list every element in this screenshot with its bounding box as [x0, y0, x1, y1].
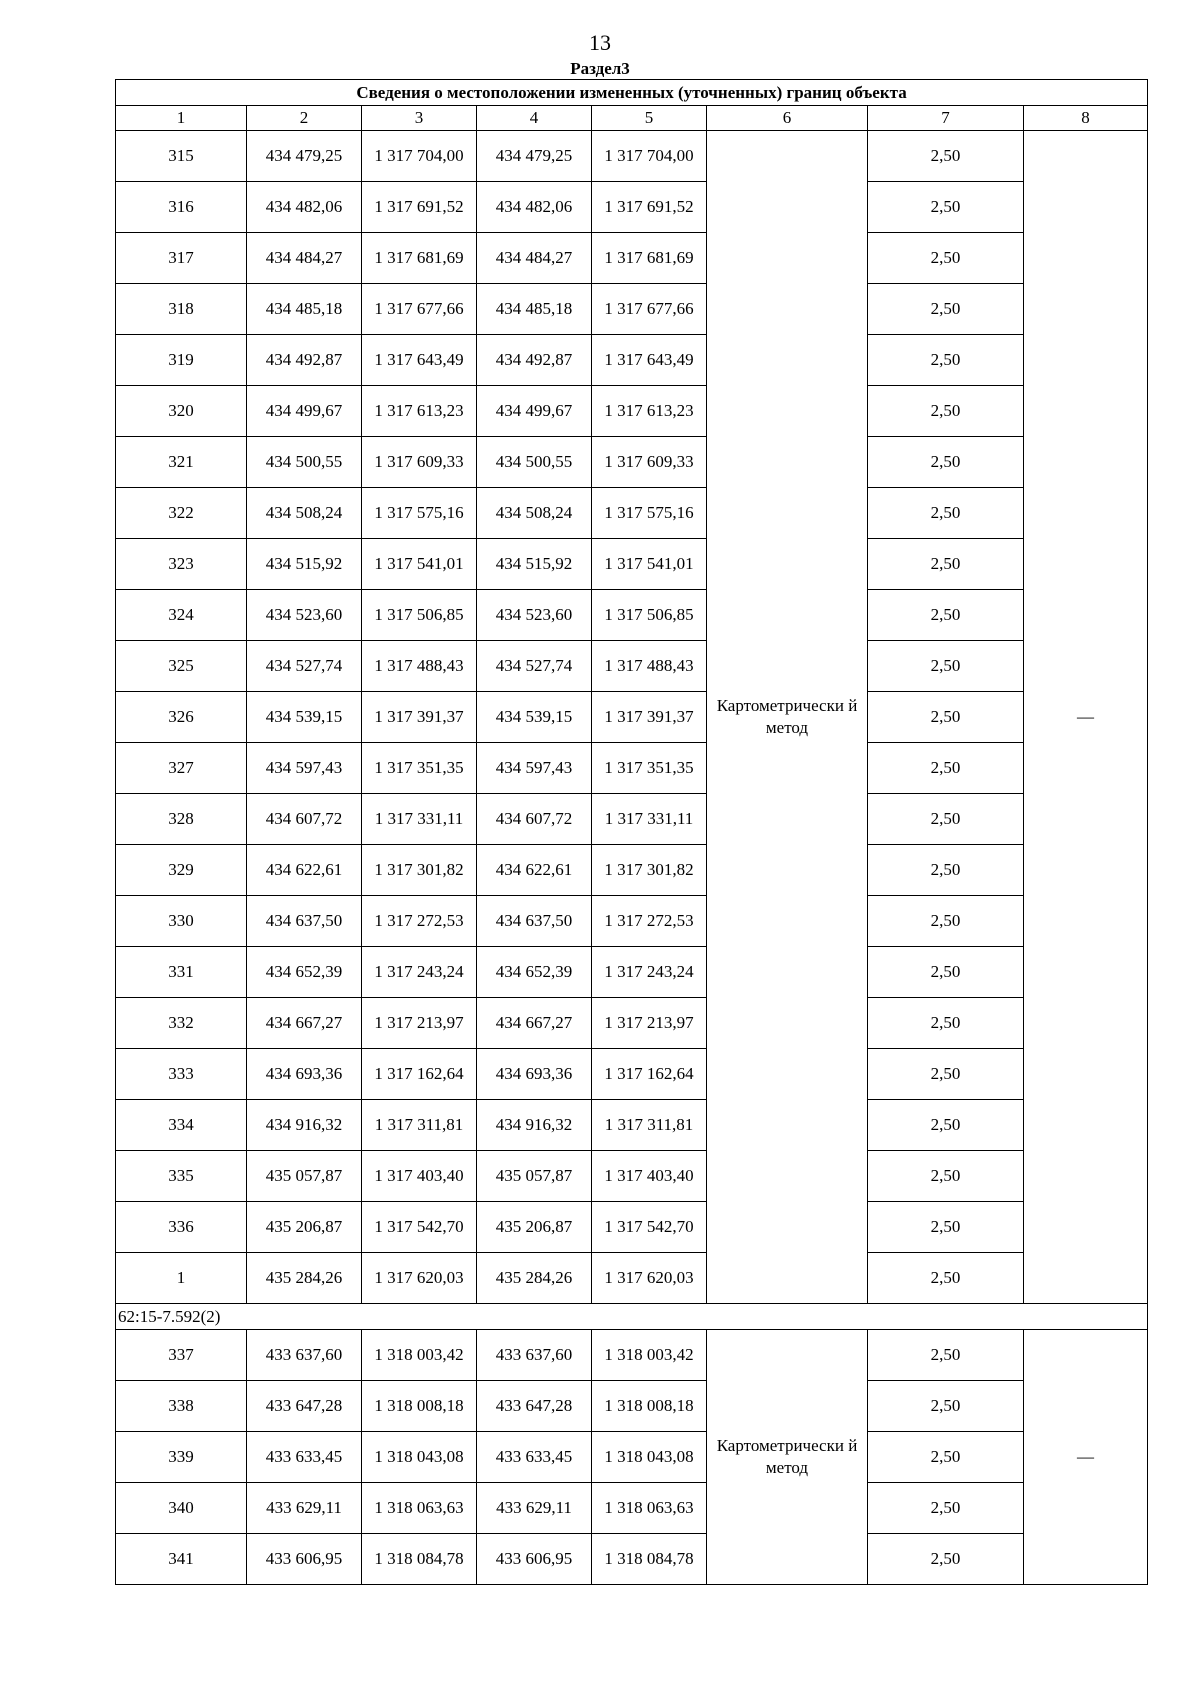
x-old-cell: 434 539,15 — [247, 692, 362, 743]
table-row — [116, 335, 1148, 386]
table-row — [116, 1483, 1148, 1534]
method-cell: Картометрически й метод — [707, 1330, 868, 1585]
point-number-cell: 321 — [116, 437, 247, 488]
accuracy-cell: 2,50 — [868, 437, 1024, 488]
point-number-cell: 334 — [116, 1100, 247, 1151]
x-old-cell: 435 057,87 — [247, 1151, 362, 1202]
point-number-cell: 336 — [116, 1202, 247, 1253]
table-row — [116, 539, 1148, 590]
accuracy-cell: 2,50 — [868, 1483, 1024, 1534]
x-old-cell: 433 647,28 — [247, 1381, 362, 1432]
column-header: 5 — [592, 106, 707, 131]
accuracy-cell: 2,50 — [868, 947, 1024, 998]
accuracy-cell: 2,50 — [868, 1534, 1024, 1585]
x-new-cell: 434 667,27 — [477, 998, 592, 1049]
x-old-cell: 434 508,24 — [247, 488, 362, 539]
x-new-cell: 435 284,26 — [477, 1253, 592, 1304]
accuracy-cell: 2,50 — [868, 488, 1024, 539]
point-number-cell: 319 — [116, 335, 247, 386]
point-number-cell: 320 — [116, 386, 247, 437]
table-row — [116, 947, 1148, 998]
table-row — [116, 1151, 1148, 1202]
y-old-cell: 1 317 542,70 — [362, 1202, 477, 1253]
point-number-cell: 340 — [116, 1483, 247, 1534]
table-row — [116, 182, 1148, 233]
table-row — [116, 1381, 1148, 1432]
x-old-cell: 434 527,74 — [247, 641, 362, 692]
accuracy-cell: 2,50 — [868, 743, 1024, 794]
y-old-cell: 1 318 063,63 — [362, 1483, 477, 1534]
accuracy-cell: 2,50 — [868, 794, 1024, 845]
point-number-cell: 339 — [116, 1432, 247, 1483]
y-old-cell: 1 318 003,42 — [362, 1330, 477, 1381]
x-new-cell: 434 622,61 — [477, 845, 592, 896]
table-row — [116, 284, 1148, 335]
table-row — [116, 1534, 1148, 1585]
y-old-cell: 1 317 272,53 — [362, 896, 477, 947]
y-new-cell: 1 317 643,49 — [592, 335, 707, 386]
column-header-row — [116, 106, 1148, 131]
y-new-cell: 1 317 243,24 — [592, 947, 707, 998]
group-label-row — [116, 1304, 1148, 1330]
x-new-cell: 434 652,39 — [477, 947, 592, 998]
y-old-cell: 1 317 677,66 — [362, 284, 477, 335]
x-new-cell: 433 633,45 — [477, 1432, 592, 1483]
table-row — [116, 386, 1148, 437]
y-old-cell: 1 317 331,11 — [362, 794, 477, 845]
y-old-cell: 1 317 351,35 — [362, 743, 477, 794]
accuracy-cell: 2,50 — [868, 692, 1024, 743]
y-old-cell: 1 317 301,82 — [362, 845, 477, 896]
accuracy-cell: 2,50 — [868, 1202, 1024, 1253]
point-number-cell: 330 — [116, 896, 247, 947]
x-old-cell: 434 479,25 — [247, 131, 362, 182]
y-old-cell: 1 317 162,64 — [362, 1049, 477, 1100]
x-new-cell: 434 482,06 — [477, 182, 592, 233]
column-header: 6 — [707, 106, 868, 131]
accuracy-cell: 2,50 — [868, 1049, 1024, 1100]
y-old-cell: 1 318 008,18 — [362, 1381, 477, 1432]
point-number-cell: 322 — [116, 488, 247, 539]
column-header: 4 — [477, 106, 592, 131]
x-old-cell: 433 606,95 — [247, 1534, 362, 1585]
point-number-cell: 327 — [116, 743, 247, 794]
table-row — [116, 1202, 1148, 1253]
table-row — [116, 896, 1148, 947]
y-old-cell: 1 317 213,97 — [362, 998, 477, 1049]
accuracy-cell: 2,50 — [868, 998, 1024, 1049]
accuracy-cell: 2,50 — [868, 131, 1024, 182]
point-number-cell: 341 — [116, 1534, 247, 1585]
x-old-cell: 434 597,43 — [247, 743, 362, 794]
point-number-cell: 323 — [116, 539, 247, 590]
point-number-cell: 318 — [116, 284, 247, 335]
y-old-cell: 1 317 691,52 — [362, 182, 477, 233]
accuracy-cell: 2,50 — [868, 1253, 1024, 1304]
y-new-cell: 1 317 620,03 — [592, 1253, 707, 1304]
y-new-cell: 1 317 403,40 — [592, 1151, 707, 1202]
y-old-cell: 1 317 403,40 — [362, 1151, 477, 1202]
y-new-cell: 1 317 613,23 — [592, 386, 707, 437]
accuracy-cell: 2,50 — [868, 845, 1024, 896]
y-new-cell: 1 317 691,52 — [592, 182, 707, 233]
x-new-cell: 434 484,27 — [477, 233, 592, 284]
table-row — [116, 1100, 1148, 1151]
x-old-cell: 434 523,60 — [247, 590, 362, 641]
point-number-cell: 315 — [116, 131, 247, 182]
point-number-cell: 332 — [116, 998, 247, 1049]
column-header: 7 — [868, 106, 1024, 131]
x-new-cell: 433 606,95 — [477, 1534, 592, 1585]
y-new-cell: 1 317 301,82 — [592, 845, 707, 896]
y-old-cell: 1 317 613,23 — [362, 386, 477, 437]
y-old-cell: 1 317 541,01 — [362, 539, 477, 590]
y-new-cell: 1 317 331,11 — [592, 794, 707, 845]
accuracy-cell: 2,50 — [868, 539, 1024, 590]
y-old-cell: 1 317 311,81 — [362, 1100, 477, 1151]
y-old-cell: 1 317 681,69 — [362, 233, 477, 284]
accuracy-cell: 2,50 — [868, 1432, 1024, 1483]
point-number-cell: 328 — [116, 794, 247, 845]
x-new-cell: 434 508,24 — [477, 488, 592, 539]
y-new-cell: 1 317 391,37 — [592, 692, 707, 743]
y-new-cell: 1 318 043,08 — [592, 1432, 707, 1483]
x-old-cell: 435 206,87 — [247, 1202, 362, 1253]
y-old-cell: 1 317 704,00 — [362, 131, 477, 182]
y-new-cell: 1 318 084,78 — [592, 1534, 707, 1585]
x-new-cell: 435 057,87 — [477, 1151, 592, 1202]
y-new-cell: 1 318 008,18 — [592, 1381, 707, 1432]
x-new-cell: 434 597,43 — [477, 743, 592, 794]
table-row — [116, 437, 1148, 488]
point-number-cell: 337 — [116, 1330, 247, 1381]
y-new-cell: 1 317 542,70 — [592, 1202, 707, 1253]
table-row — [116, 1253, 1148, 1304]
accuracy-cell: 2,50 — [868, 233, 1024, 284]
x-old-cell: 433 633,45 — [247, 1432, 362, 1483]
column-header: 8 — [1024, 106, 1148, 131]
accuracy-cell: 2,50 — [868, 896, 1024, 947]
y-new-cell: 1 317 311,81 — [592, 1100, 707, 1151]
point-number-cell: 324 — [116, 590, 247, 641]
coordinates-table — [115, 79, 1148, 1585]
table-row — [116, 590, 1148, 641]
x-new-cell: 434 499,67 — [477, 386, 592, 437]
x-old-cell: 434 492,87 — [247, 335, 362, 386]
x-old-cell: 433 629,11 — [247, 1483, 362, 1534]
table-row — [116, 845, 1148, 896]
y-new-cell: 1 317 272,53 — [592, 896, 707, 947]
x-old-cell: 434 693,36 — [247, 1049, 362, 1100]
x-new-cell: 434 539,15 — [477, 692, 592, 743]
x-old-cell: 434 622,61 — [247, 845, 362, 896]
point-number-cell: 317 — [116, 233, 247, 284]
y-new-cell: 1 317 681,69 — [592, 233, 707, 284]
y-old-cell: 1 317 243,24 — [362, 947, 477, 998]
point-number-cell: 333 — [116, 1049, 247, 1100]
x-new-cell: 435 206,87 — [477, 1202, 592, 1253]
table-title: Сведения о местоположении измененных (уточненных) границ объекта — [116, 80, 1148, 106]
column-header: 1 — [116, 106, 247, 131]
y-new-cell: 1 317 541,01 — [592, 539, 707, 590]
y-old-cell: 1 318 043,08 — [362, 1432, 477, 1483]
x-old-cell: 434 607,72 — [247, 794, 362, 845]
x-new-cell: 434 916,32 — [477, 1100, 592, 1151]
x-new-cell: 433 629,11 — [477, 1483, 592, 1534]
x-new-cell: 434 523,60 — [477, 590, 592, 641]
table-row — [116, 641, 1148, 692]
x-old-cell: 435 284,26 — [247, 1253, 362, 1304]
point-number-cell: 1 — [116, 1253, 247, 1304]
x-old-cell: 434 652,39 — [247, 947, 362, 998]
point-number-cell: 329 — [116, 845, 247, 896]
y-old-cell: 1 317 609,33 — [362, 437, 477, 488]
x-old-cell: 434 515,92 — [247, 539, 362, 590]
accuracy-cell: 2,50 — [868, 1100, 1024, 1151]
y-new-cell: 1 318 003,42 — [592, 1330, 707, 1381]
y-old-cell: 1 318 084,78 — [362, 1534, 477, 1585]
table-row — [116, 131, 1148, 182]
accuracy-cell: 2,50 — [868, 590, 1024, 641]
accuracy-cell: 2,50 — [868, 1151, 1024, 1202]
y-old-cell: 1 317 575,16 — [362, 488, 477, 539]
y-new-cell: 1 317 351,35 — [592, 743, 707, 794]
point-number-cell: 338 — [116, 1381, 247, 1432]
x-old-cell: 434 485,18 — [247, 284, 362, 335]
point-number-cell: 326 — [116, 692, 247, 743]
accuracy-cell: 2,50 — [868, 284, 1024, 335]
group-label: 62:15-7.592(2) — [116, 1304, 1148, 1330]
x-old-cell: 433 637,60 — [247, 1330, 362, 1381]
y-new-cell: 1 317 213,97 — [592, 998, 707, 1049]
x-new-cell: 433 637,60 — [477, 1330, 592, 1381]
table-row — [116, 233, 1148, 284]
point-number-cell: 331 — [116, 947, 247, 998]
y-new-cell: 1 317 506,85 — [592, 590, 707, 641]
y-new-cell: 1 317 609,33 — [592, 437, 707, 488]
table-row — [116, 1049, 1148, 1100]
accuracy-cell: 2,50 — [868, 1330, 1024, 1381]
x-old-cell: 434 637,50 — [247, 896, 362, 947]
x-new-cell: 434 500,55 — [477, 437, 592, 488]
y-new-cell: 1 318 063,63 — [592, 1483, 707, 1534]
x-new-cell: 434 485,18 — [477, 284, 592, 335]
x-new-cell: 434 527,74 — [477, 641, 592, 692]
section-label: Раздел3 — [570, 59, 630, 78]
point-number-cell: 325 — [116, 641, 247, 692]
x-new-cell: 434 479,25 — [477, 131, 592, 182]
table-row — [116, 998, 1148, 1049]
x-new-cell: 433 647,28 — [477, 1381, 592, 1432]
table-row — [116, 1432, 1148, 1483]
y-old-cell: 1 317 643,49 — [362, 335, 477, 386]
y-old-cell: 1 317 620,03 — [362, 1253, 477, 1304]
accuracy-cell: 2,50 — [868, 641, 1024, 692]
table-row — [116, 692, 1148, 743]
table-row — [116, 794, 1148, 845]
method-cell: Картометрически й метод — [707, 131, 868, 1304]
point-number-cell: 335 — [116, 1151, 247, 1202]
accuracy-cell: 2,50 — [868, 386, 1024, 437]
y-new-cell: 1 317 162,64 — [592, 1049, 707, 1100]
x-old-cell: 434 667,27 — [247, 998, 362, 1049]
x-old-cell: 434 484,27 — [247, 233, 362, 284]
table-body — [116, 131, 1148, 1585]
x-new-cell: 434 693,36 — [477, 1049, 592, 1100]
x-old-cell: 434 500,55 — [247, 437, 362, 488]
x-new-cell: 434 492,87 — [477, 335, 592, 386]
accuracy-cell: 2,50 — [868, 1381, 1024, 1432]
accuracy-cell: 2,50 — [868, 182, 1024, 233]
table-row — [116, 743, 1148, 794]
point-number-cell: 316 — [116, 182, 247, 233]
x-old-cell: 434 916,32 — [247, 1100, 362, 1151]
y-old-cell: 1 317 391,37 — [362, 692, 477, 743]
x-new-cell: 434 637,50 — [477, 896, 592, 947]
x-new-cell: 434 515,92 — [477, 539, 592, 590]
x-old-cell: 434 499,67 — [247, 386, 362, 437]
table-row — [116, 1330, 1148, 1381]
y-new-cell: 1 317 488,43 — [592, 641, 707, 692]
y-old-cell: 1 317 488,43 — [362, 641, 477, 692]
accuracy-cell: 2,50 — [868, 335, 1024, 386]
column-header: 3 — [362, 106, 477, 131]
column-header: 2 — [247, 106, 362, 131]
column-8-cell: — — [1024, 131, 1148, 1304]
y-new-cell: 1 317 575,16 — [592, 488, 707, 539]
x-new-cell: 434 607,72 — [477, 794, 592, 845]
column-8-cell: — — [1024, 1330, 1148, 1585]
y-new-cell: 1 317 704,00 — [592, 131, 707, 182]
x-old-cell: 434 482,06 — [247, 182, 362, 233]
table-row — [116, 488, 1148, 539]
y-new-cell: 1 317 677,66 — [592, 284, 707, 335]
page-number: 13 — [589, 30, 611, 55]
y-old-cell: 1 317 506,85 — [362, 590, 477, 641]
